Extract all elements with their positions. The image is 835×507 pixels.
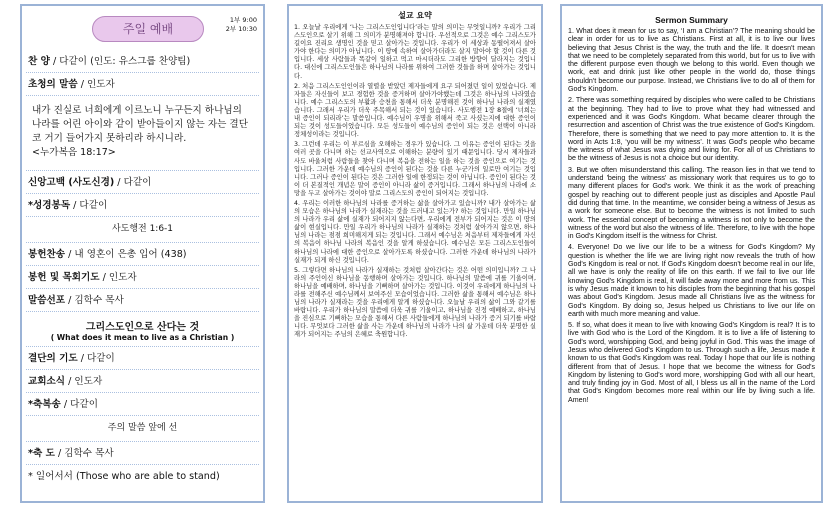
sermon-title-korean: 그리스도인으로 산다는 것 bbox=[85, 322, 200, 333]
order-item: *축 도 / 김학수 목사 bbox=[26, 442, 259, 465]
order-item: 신앙고백 (사도신경) / 다같이 bbox=[26, 171, 259, 194]
summary-paragraph: 4. Everyone! Do we live our life to be a witness for God's Kingdom? My question is whether the life we are living right now reveals the truth of how God's Kingdom is real or not. If God's Kingdom doesn't become real in our life, all we have is only the reality of life on this earth. If we fail to live our life knowing God's Kingdom is real, it will fade away more and more from us. This is why Jesus made it known to his disciples from the beginning that his gospel was about God's Kingdom. Jesus made all Christians live as the witness for God's Kingdom. By doing so, Jesus helped us Christians to live our life on earth with much more meaning and value. bbox=[568, 243, 815, 318]
korean-summary-heading: 설교 요약 bbox=[398, 11, 432, 20]
worship-order-list bbox=[26, 50, 259, 487]
summary-paragraph: 1. 오늘날 우리에게 ‘나는 그리스도인입니다’라는 말의 의미는 무엇일니까? 우리가 그리스도인으로 살기 위해 그 의미가 분명해져야 합니다. 우선적으로 그것은 예수 그리스도가 길이요 진리요 생명인 것을 믿고 살아가는 것입니다. 우리가 이 세상과 동떨어져서 살아가야 한다는 의미가 아닙니다. 이 땅에 속하여 살아가더라도 살지 말아야 할 것이 다른 것입니다. 세상 사람들과 똑같이 일하고 먹고 마시더라도 그리한 방향이 달라지는 것입니다. 대신에 그리스도인들은 하나님의 나라를 위하여 그러한 것들을 하며 살아가는 것입니다. bbox=[294, 24, 536, 80]
english-summary-panel bbox=[560, 4, 823, 503]
order-item: 봉헌찬송 / 내 영혼이 은총 입어 (438) bbox=[26, 243, 259, 266]
order-item: 초청의 말씀 / 인도자 bbox=[26, 73, 259, 96]
worship-order-panel bbox=[20, 4, 265, 503]
summary-paragraph: 5. If so, what does it mean to live with knowing God's Kingdom is real? It is to live with God who is the Lord of the Kingdom. It is to live a life of listening to God's word, worshipping God, and being joyful in God. This was the image of Jesus who delivered God's Kingdom to us. Through such a life, Jesus made it known to us that God's Kingdom was real. Today I hope that our life is nothing different from that of Jesus. I hope that we become the witness for God's Kingdom by listening to God's word more, worshipping God with all our heart, and truly finding joy in God. Most of all, I bless us all in the name of the Lord that God's Kingdom becomes more real within our life by living such a life. Amen! bbox=[568, 321, 815, 404]
summary-paragraph: 5. 그렇다면 하나님의 나라가 실재하는 것처럼 살아간다는 것은 어떤 의미입니까? 그 나라의 주인이신 하나님을 동행하며 살아가는 것입니다. 하나님의 말씀에 귀를 기울이며, 하나님을 예배하며, 하나님을 기뻐하며 살아가는 것입니다. 이것이 우리에게 하나님의 나라를 전해주신 예수님께서 보여주신 모습이었습니다. 그러한 삶을 통해서 예수님은 하나님의 나라가 실재라는 것을 우리에게 알게 하셨습니다. 오늘날 우리의 삶이 그와 같기를 바랍니다. 우리가 하나님의 말씀에 더욱 귀를 기울이고, 하나님을 진정 예배하고, 하나님을 진심으로 기뻐하는 모습을 통해서 다른 사람들에게 하나님의 나라가 증거 되기를 바랍니다. 무엇보다 그러한 삶을 사는 가운데 하나님의 나라가 나의 삶 가운데 더욱 분명한 실재가 되어지는 주님의 은혜로 축원합니다. bbox=[294, 266, 536, 339]
sermon-title bbox=[26, 312, 259, 347]
summary-paragraph: 4. 우리는 이러한 하나님의 나라를 증거하는 삶을 살아가고 있습니까? 내가 살아가는 삶의 모습은 하나님의 나라가 실재라는 것을 드러내고 있는가? 하는 것입니다. 만일 하나님의 나라가 우리 삶에 실재가 되어지지 않는다면, 우리에게 전부가 되어지는 것은 이 땅의 삶이 현실입니다. 만일 우리가 하나님의 나라가 실재하는 것처럼 살아가지 않으면, 하나님의 나라는 점점 희미해지게 되는 것입니다. 그래서 예수님은 처음부터 제자들에게 자신의 복음이 하나님 나라의 복음인 것을 알게 하셨습니다. 예수님은 모든 그리스도인들이 하나님의 나라에 대한 증인으로 살아가도록 하셨습니다. 그러한 가운데 하나님의 나라가 실재가 되게 하신 것입니다. bbox=[294, 199, 536, 264]
sermon-title-english: ( What does it mean to live as a Christian ) bbox=[50, 333, 235, 342]
scripture-reference: 사도행전 1:6-1 bbox=[26, 217, 259, 243]
order-item: 말씀선포 / 김학수 목사 bbox=[26, 289, 259, 312]
invitation-verse bbox=[26, 96, 259, 171]
worship-title: 주일 예배 bbox=[92, 16, 204, 42]
korean-summary-panel bbox=[287, 4, 543, 503]
english-summary-heading: Sermon Summary bbox=[655, 15, 728, 25]
verse-text: 내가 진실로 너희에게 이르노니 누구든지 하나님의 나라를 어린 아이와 같이 받아들이지 않는 자는 결단코 거기 들어가지 못하리라 하시니라. bbox=[32, 105, 248, 144]
order-item: 교회소식 / 인도자 bbox=[26, 370, 259, 393]
summary-paragraph: 1. What does it mean for us to say, ‘I am a Christian’? The meaning should be clear in order for us to live as Christians. First at all, it is to live our lives believing that Jesus Christ is the way, the truth and the life. It doesn't mean that we need to be completely separated from this world, but for us to live with the different purpose even though we belong to this world. Even though we work, eat and drink just like other people in the world do, those things shouldn't become our purpose. Instead, we Christians live to do all of them for God's Kingdom. bbox=[568, 27, 815, 94]
order-item: *성경봉독 / 다같이 bbox=[26, 194, 259, 217]
service-time-2: 2부 10:30 bbox=[225, 25, 257, 33]
service-times bbox=[226, 16, 257, 34]
standing-note: * 일어서서 (Those who are able to stand) bbox=[28, 471, 220, 482]
order-item: 결단의 기도 / 다같이 bbox=[26, 347, 259, 370]
order-item: *축복송 / 다같이 bbox=[26, 393, 259, 416]
order-item: 봉헌 및 목회기도 / 인도자 bbox=[26, 266, 259, 289]
summary-paragraph: 2. There was something required by disciples who were called to be Christians at the beginning. They had to live to prove what they had witnessed and experienced and it was God's Kingdom. What became clearer through the resurrection and ascention of Christ was the true existence of God's Kingdom. Therefore, there is something that we need to pay more attention to. It is the word in Acts 1:8, ‘you will be my witness’. It was God's people who became the witness of what Jesus was dying and living for. For all of us Christians to be the witness of Jesus is not a choice but our identity. bbox=[568, 96, 815, 163]
summary-paragraph: 2. 처음 그리스도인인이라 열렬을 받았던 제자들에게 요구 되어졌던 일이 있었습니다. 제자들은 자신들이 보고 경험한 것을 증거하며 살아가야했는데 그것은 하나님의 나라였습니다. 예수 그리스도의 부활과 승천을 통해서 더욱 분명해진 것이 하나님 나라의 실재였습니다. 그래서 우리가 더욱 주목해서 되는 것이 있습니다. 사도행전 1장 8절에 ‘너희는 내 증인이 되리라’는 말씀입니다. 예수님이 우명을 위해서 죽고 사셨는지에 대한 증인이 되는 것이 성도들이었습니다. 모든 성도들이 예수님의 증인이 되는 것은 선택이 아니라 정체성이라는 것입니다. bbox=[294, 82, 536, 139]
blessing-song-title: 주의 말씀 앞에 선 bbox=[26, 416, 259, 442]
order-item: 찬 양 / 다같이 (인도: 유스그룹 찬양팀) bbox=[26, 50, 259, 73]
summary-paragraph: 3. 그런데 우리는 이 부르심을 오해하는 경우가 있습니다. 그 이유는 증인이 된다는 것을 여러 곳을 다니며 하는 선교사역으로 이해하는 분량이 있기 때문입니다. 당시 제자들과 사도 바울처럼 사람들을 찾아 다니며 복음을 전하는 일을 하는 것을 증인으로 여기는 것입니다. 그러한 가운데 예수님의 증인이 된다는 것을 다른 누군가의 일로만 여기는 것입니다. 그러나 증인이 된다는 것은 그러한 일에 한정되는 것이 아닙니다. 증인이 된다는 것이 더 본질적인 개념은 말이 증인이 아니라 삶이 증거입니다. 그래서 하나님의 나라에 소망을 두고 살아가는 것이야 말로 그리스도의 증인이 되어지는 것입니다. bbox=[294, 141, 536, 197]
summary-paragraph: 3. But we often misunderstand this calling. The reason lies in that we tend to understand 'being the witness' as missionary work that requires us to go to many different places for God's work. We think it as the work of preaching gospel by reaching out to different people just as disciples and Apostle Paul did during that time. In the meantime, we consider being a witness of Jesus as a work for someone else. But to become the witness is not limited to such work. The essential concept of becoming a witness is not only to become the witness of the word but also the witness of life. Therefore, to live with the hope in God's Kingdom itself is the witness for Christ. bbox=[568, 165, 815, 241]
service-time-1: 1부 9:00 bbox=[229, 16, 257, 24]
verse-reference: <누가복음 18:17> bbox=[32, 147, 116, 158]
